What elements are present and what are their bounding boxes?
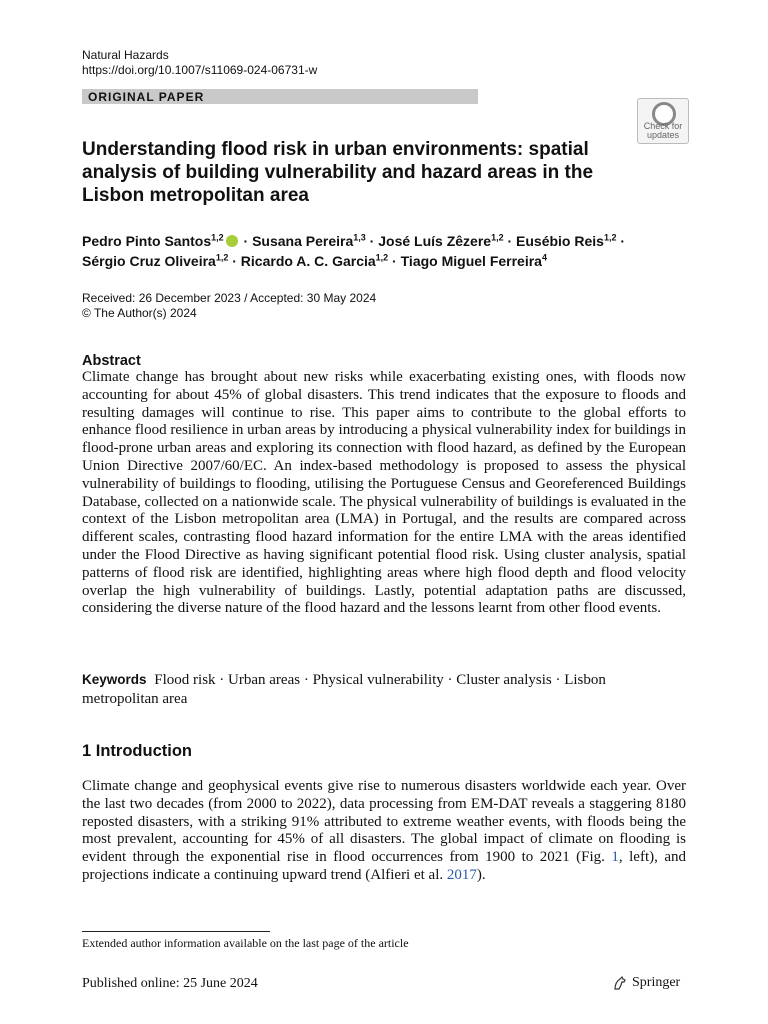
introduction-paragraph bbox=[82, 778, 686, 885]
author-name[interactable]: Susana Pereira bbox=[252, 233, 354, 249]
badge-line-2: updates bbox=[646, 130, 680, 140]
author-affiliation: 1,2 bbox=[215, 252, 229, 263]
abstract-text: Climate change has brought about new risks while exacerbating existing ones, with floods now accounting for about 45% of global disasters. This trend indicates that the exposure to floods and resulting damages will continue to rise. This paper aims to contribute to the global efforts to enhance flood resilience in urban areas by introducing a physical vulnerability index for buildings in flood-prone urban areas and exploring its connection with flood hazard, as defined by the European Union Directive 2007/60/EC. An index-based methodology is proposed to assess the physical vulnerability of buildings to flooding, utilising the Portuguese Census and Georeferenced Buildings Database, collected on a nationwide scale. The physical vulnerability of buildings is evaluated in the context of the Lisbon metropolitan area (LMA) in Portugal, and the results are compared across different scales, contrasting flood hazard information for the entire LMA with the areas identified under the Flood Directive as having significant potential flood risk. Using cluster analysis, spatial patterns of flood risk are identified, highlighting areas where high flood depth and flood velocity overlap the high vulnerability of buildings. Lastly, potential adaptation paths are discussed, considering the diverse nature of the flood hazard and the lessons learnt from other flood events. bbox=[82, 369, 686, 617]
section-heading-introduction: 1 Introduction bbox=[82, 742, 192, 760]
intro-text: Climate change and geophysical events give rise to numerous disasters worldwide each year. Over the last two decades (from 2000 to 2022), data processing from EM-DAT reveals a staggering 8180 reposted disasters, with a striking 91% attributed to extreme weather events, with floods being the most prevalent, accounting for 45% of all disasters. The global impact of climate on flooding is evident through the exponential rise in flood occurrences from 1900 to 2021 (Fig. bbox=[82, 778, 686, 866]
keywords-section bbox=[82, 670, 686, 709]
abstract-heading: Abstract bbox=[82, 353, 141, 369]
orcid-icon[interactable] bbox=[226, 235, 238, 247]
springer-horse-icon bbox=[612, 975, 628, 991]
author-info-footnote: Extended author information available on the last page of the article bbox=[82, 936, 409, 950]
author-name[interactable]: Tiago Miguel Ferreira bbox=[400, 253, 542, 269]
keywords-list: Flood risk · Urban areas · Physical vulnerability · Cluster analysis · Lisbon metropolitan area bbox=[82, 672, 606, 707]
check-for-updates-badge[interactable] bbox=[637, 98, 689, 144]
publisher-name: Springer bbox=[632, 975, 681, 990]
citation-link[interactable]: 2017 bbox=[446, 866, 477, 883]
journal-name: Natural Hazards bbox=[82, 48, 169, 62]
badge-line-1: Check for bbox=[643, 121, 683, 131]
copyright-notice: © The Author(s) 2024 bbox=[82, 306, 197, 320]
intro-text: , left), and projections indicate a continuing upward trend (Alfieri et al. bbox=[82, 849, 686, 883]
badge-text bbox=[638, 122, 688, 140]
published-online-date: Published online: 25 June 2024 bbox=[82, 976, 258, 991]
springer-logo bbox=[612, 973, 680, 993]
intro-text: ). bbox=[476, 866, 486, 883]
author-affiliation: 1,2 bbox=[211, 232, 224, 243]
paper-type-label: ORIGINAL PAPER bbox=[88, 90, 205, 104]
paper-title: Understanding flood risk in urban environments: spatial analysis of building vulnerability and hazard areas in the Lisbon metropolitan area bbox=[82, 139, 594, 206]
keywords-label: Keywords bbox=[82, 672, 147, 687]
author-affiliation: 1,2 bbox=[603, 232, 617, 243]
author-list: Pedro Pinto Santos$^{1,2}$ · Susana Pereira$^{1,3}$ · José Luís Zêzere$^{1,2}$ · Eusébio Reis$^{1,2}$ · Sérgio Cruz Oliveira$^{1,2}$ · Ricardo A. C. Garcia$^{1,2}$ · Tiago Miguel Ferreira$^4$ bbox=[82, 232, 626, 269]
author-name[interactable]: Sérgio Cruz Oliveira bbox=[82, 253, 216, 269]
author-affiliation: 1,2 bbox=[375, 252, 389, 263]
author-name[interactable]: José Luís Zêzere bbox=[378, 233, 492, 249]
author-affiliation: 4 bbox=[541, 252, 547, 263]
received-accepted-dates: Received: 26 December 2023 / Accepted: 30 May 2024 bbox=[82, 291, 377, 305]
doi-link[interactable]: https://doi.org/10.1007/s11069-024-06731-w bbox=[82, 63, 318, 77]
author-affiliation: 1,2 bbox=[491, 232, 504, 243]
author-name[interactable]: Ricardo A. C. Garcia bbox=[240, 253, 376, 269]
figure-reference-link[interactable]: 1 bbox=[611, 849, 619, 866]
author-affiliation: 1,3 bbox=[353, 232, 366, 243]
author-name[interactable]: Pedro Pinto Santos bbox=[82, 233, 212, 249]
footnote-divider bbox=[82, 931, 270, 932]
author-name[interactable]: Eusébio Reis bbox=[516, 233, 604, 249]
